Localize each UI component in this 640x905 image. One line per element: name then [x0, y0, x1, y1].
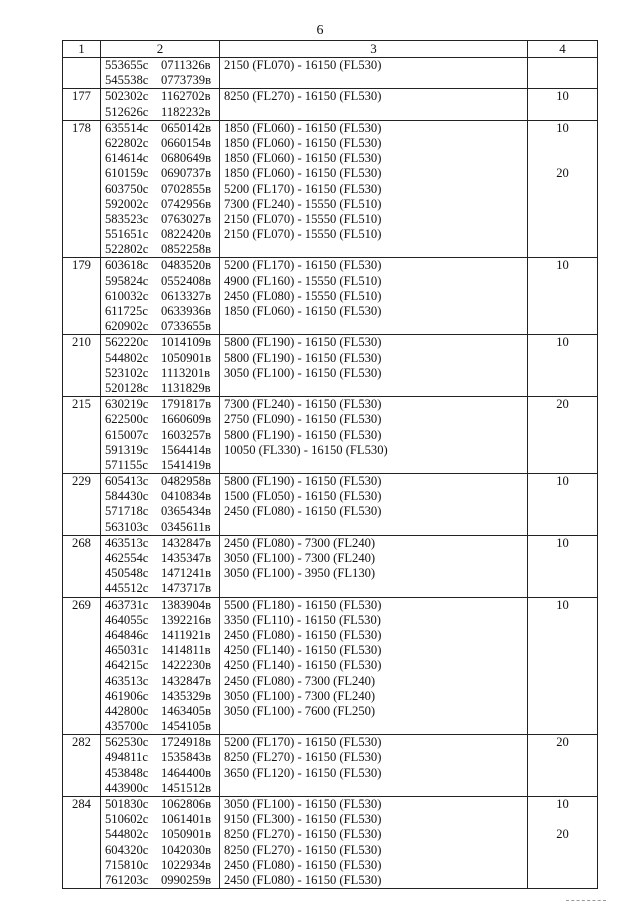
- latitude: 761203c: [105, 872, 149, 887]
- row-number-cell: [63, 58, 101, 89]
- coordinate-line: [101, 73, 219, 88]
- longitude: 1473717в: [161, 581, 212, 596]
- coordinate-line: [101, 212, 219, 227]
- longitude: 1454105в: [161, 719, 212, 734]
- table-row: [63, 474, 598, 536]
- row-number-cell: [63, 535, 101, 597]
- altitude-range: 3350 (FL110) - 16150 (FL530): [224, 612, 381, 627]
- longitude: 1162702в: [161, 89, 211, 104]
- coordinate-line: [101, 628, 219, 643]
- coordinate-line: [101, 166, 219, 181]
- longitude: 0822420в: [161, 227, 212, 242]
- value: [528, 73, 597, 88]
- coordinate-line: [101, 843, 219, 858]
- latitude: 501830c: [105, 797, 149, 811]
- longitude: 0345611в: [161, 519, 211, 534]
- row-number: [63, 58, 100, 73]
- coordinate-line: [101, 458, 219, 473]
- altitude-range: 2450 (FL080) - 15550 (FL510): [224, 288, 382, 303]
- row-number-cell: [63, 120, 101, 258]
- altitude-range: 2150 (FL070) - 16150 (FL530): [224, 58, 382, 72]
- value-cell: [528, 474, 598, 536]
- row-number: 229: [72, 474, 91, 489]
- coordinate-line: [101, 689, 219, 704]
- altitude-range: 5800 (FL190) - 16150 (FL530): [224, 474, 382, 489]
- latitude: 610032c: [105, 288, 149, 303]
- value: [528, 151, 597, 166]
- coordinate-line: [101, 105, 219, 120]
- table-row: [63, 397, 598, 474]
- latitude: 545538c: [105, 73, 149, 88]
- latitude: 464846c: [105, 627, 149, 642]
- coordinates-cell: [101, 535, 220, 597]
- coordinate-line: [101, 536, 219, 551]
- coordinate-line: [101, 704, 219, 719]
- longitude: 0482958в: [161, 474, 212, 489]
- longitude: 1541419в: [161, 457, 212, 472]
- row-number: 177: [72, 89, 91, 104]
- altitude-range: 3050 (FL100) - 7300 (FL240): [224, 551, 376, 565]
- row-number: 284: [72, 797, 91, 811]
- longitude: 0365434в: [161, 504, 212, 519]
- table-row: [63, 58, 598, 89]
- altitude-range: 1850 (FL060) - 16150 (FL530): [224, 151, 382, 166]
- longitude: 1791817в: [161, 397, 212, 412]
- coordinate-line: [101, 242, 219, 257]
- coordinate-line: [101, 735, 219, 750]
- latitude: 435700c: [105, 719, 149, 734]
- latitude: 591319c: [105, 442, 149, 457]
- latitude: 620902c: [105, 319, 149, 334]
- value-cell: [528, 258, 598, 335]
- latitude: 463731c: [105, 597, 149, 612]
- latitude: 520128c: [105, 380, 149, 395]
- altitude-cell: [220, 89, 528, 120]
- longitude: 1050901в: [161, 827, 212, 842]
- row-number: 210: [72, 335, 91, 350]
- row-number-cell: [63, 735, 101, 797]
- latitude: 622802c: [105, 135, 149, 150]
- longitude: 1464400в: [161, 765, 212, 780]
- altitude-cell: [220, 58, 528, 89]
- value: 20: [556, 397, 569, 412]
- altitude-range: 1850 (FL060) - 16150 (FL530): [224, 135, 382, 150]
- latitude: 502302c: [105, 89, 149, 104]
- value-cell: [528, 597, 598, 735]
- coordinate-line: [101, 551, 219, 566]
- coordinates-cell: [101, 89, 220, 120]
- altitude-range: 8250 (FL270) - 16150 (FL530): [224, 750, 382, 765]
- latitude: 464215c: [105, 658, 149, 673]
- coordinate-line: [101, 412, 219, 427]
- table-row: [63, 89, 598, 120]
- coordinate-line: [101, 613, 219, 628]
- altitude-range: 3050 (FL100) - 7600 (FL250): [224, 703, 376, 718]
- altitude-range: 10050 (FL330) - 16150 (FL530): [224, 442, 388, 457]
- altitude-range: 4900 (FL160) - 15550 (FL510): [224, 273, 382, 288]
- altitude-range: 3050 (FL100) - 16150 (FL530): [224, 365, 382, 380]
- altitude-range: 8250 (FL270) - 16150 (FL530): [224, 89, 382, 104]
- longitude: 0763027в: [161, 211, 212, 226]
- row-number-cell: [63, 89, 101, 120]
- latitude: 562220c: [105, 335, 149, 350]
- coordinates-cell: [101, 735, 220, 797]
- value: [528, 58, 597, 73]
- longitude: 1383904в: [161, 597, 212, 612]
- latitude: 611725c: [105, 304, 148, 318]
- longitude: 1422230в: [161, 658, 212, 673]
- coordinate-line: [101, 428, 219, 443]
- longitude: 0552408в: [161, 273, 212, 288]
- value: 20: [556, 166, 569, 181]
- value: 10: [556, 335, 569, 350]
- value: 20: [556, 735, 569, 750]
- longitude: 0660154в: [161, 135, 212, 150]
- coordinate-line: [101, 151, 219, 166]
- latitude: 592002c: [105, 196, 149, 211]
- altitude-range: 3650 (FL120) - 16150 (FL530): [224, 765, 382, 780]
- longitude: 0633936в: [161, 304, 212, 318]
- coordinates-cell: [101, 335, 220, 397]
- longitude: 1131829в: [161, 380, 211, 395]
- coordinate-line: [101, 335, 219, 350]
- coordinate-line: [101, 89, 219, 104]
- column-header-4: 4: [528, 41, 598, 58]
- longitude: 1535843в: [161, 750, 212, 765]
- row-number: 215: [72, 397, 91, 412]
- longitude: 1724918в: [161, 735, 212, 750]
- coordinate-line: [101, 381, 219, 396]
- latitude: 463513c: [105, 535, 149, 550]
- row-number-cell: [63, 335, 101, 397]
- latitude: 603618c: [105, 258, 149, 273]
- longitude: 1392216в: [161, 612, 212, 627]
- column-header-2: 2: [101, 41, 220, 58]
- altitude-cell: [220, 335, 528, 397]
- longitude: 0483520в: [161, 258, 212, 273]
- coordinate-line: [101, 197, 219, 212]
- altitude-range: 5200 (FL170) - 16150 (FL530): [224, 735, 382, 750]
- coordinate-line: [101, 289, 219, 304]
- altitude-range: 5200 (FL170) - 16150 (FL530): [224, 258, 382, 273]
- longitude: 1182232в: [161, 104, 211, 119]
- latitude: 563103c: [105, 519, 149, 534]
- altitude-cell: [220, 258, 528, 335]
- altitude-range: 5800 (FL190) - 16150 (FL530): [224, 350, 382, 365]
- coordinate-line: [101, 304, 219, 319]
- scan-edge-mark: [566, 900, 606, 901]
- coordinate-line: [101, 182, 219, 197]
- value-cell: [528, 89, 598, 120]
- longitude: 1660609в: [161, 412, 212, 427]
- value-cell: [528, 797, 598, 889]
- altitude-range: 2150 (FL070) - 15550 (FL510): [224, 227, 382, 242]
- value-cell: [528, 735, 598, 797]
- table-header-row: [63, 41, 598, 58]
- longitude: 1061401в: [161, 812, 212, 827]
- altitude-range: 3050 (FL100) - 7300 (FL240): [224, 688, 376, 703]
- longitude: 1014109в: [161, 335, 212, 350]
- column-header-3: 3: [220, 41, 528, 58]
- latitude: 571718c: [105, 504, 149, 519]
- latitude: 630219c: [105, 397, 149, 412]
- longitude: 1432847в: [161, 673, 212, 688]
- latitude: 443900c: [105, 780, 149, 795]
- longitude: 1050901в: [161, 350, 212, 365]
- altitude-range: 2450 (FL080) - 7300 (FL240): [224, 535, 376, 550]
- table-body: [63, 58, 598, 889]
- altitude-range: 5500 (FL180) - 16150 (FL530): [224, 597, 382, 612]
- longitude: 1113201в: [161, 365, 211, 380]
- altitude-range: 2450 (FL080) - 16150 (FL530): [224, 627, 382, 642]
- coordinate-line: [101, 351, 219, 366]
- altitude-range: 7300 (FL240) - 16150 (FL530): [224, 397, 382, 412]
- row-number-cell: [63, 474, 101, 536]
- table-row: [63, 335, 598, 397]
- longitude: 0990259в: [161, 872, 212, 887]
- longitude: 1042030в: [161, 842, 212, 857]
- value-cell: [528, 335, 598, 397]
- altitude-range: 4250 (FL140) - 16150 (FL530): [224, 643, 382, 658]
- coordinates-cell: [101, 397, 220, 474]
- value: [528, 136, 597, 151]
- altitude-cell: [220, 597, 528, 735]
- row-number-cell: [63, 797, 101, 889]
- coordinate-line: [101, 227, 219, 242]
- latitude: 450548c: [105, 566, 149, 581]
- longitude: 1451512в: [161, 780, 212, 795]
- latitude: 715810c: [105, 857, 149, 872]
- longitude: 1603257в: [161, 427, 212, 442]
- row-number: 179: [72, 258, 91, 273]
- latitude: 461906c: [105, 688, 149, 703]
- altitude-range: 3050 (FL100) - 3950 (FL130): [224, 566, 376, 581]
- latitude: 544802c: [105, 350, 149, 365]
- latitude: 442800c: [105, 703, 149, 718]
- coordinates-cell: [101, 258, 220, 335]
- coordinate-line: [101, 858, 219, 873]
- latitude: 635514c: [105, 120, 149, 135]
- latitude: 610159c: [105, 166, 149, 181]
- table-row: [63, 258, 598, 335]
- longitude: 1471241в: [161, 566, 212, 581]
- longitude: 0613327в: [161, 288, 212, 303]
- table-row: [63, 597, 598, 735]
- coordinate-line: [101, 750, 219, 765]
- altitude-range: 3050 (FL100) - 16150 (FL530): [224, 797, 382, 811]
- altitude-cell: [220, 735, 528, 797]
- altitude-cell: [220, 397, 528, 474]
- row-number-cell: [63, 258, 101, 335]
- longitude: 0410834в: [161, 489, 212, 504]
- coordinate-line: [101, 766, 219, 781]
- longitude: 0773739в: [161, 73, 212, 88]
- altitude-range: 4250 (FL140) - 16150 (FL530): [224, 658, 382, 673]
- longitude: 0852258в: [161, 242, 212, 257]
- coordinate-line: [101, 520, 219, 535]
- longitude: 0680649в: [161, 151, 212, 166]
- latitude: 463513c: [105, 673, 149, 688]
- coordinates-cell: [101, 474, 220, 536]
- coordinate-line: [101, 827, 219, 842]
- longitude: 1463405в: [161, 703, 212, 718]
- altitude-cell: [220, 797, 528, 889]
- table-row: [63, 797, 598, 889]
- longitude: 0711326в: [161, 58, 211, 72]
- altitude-range: 7300 (FL240) - 15550 (FL510): [224, 196, 382, 211]
- value: 10: [556, 258, 569, 273]
- value: 10: [556, 120, 569, 135]
- altitude-range: 2450 (FL080) - 16150 (FL530): [224, 872, 382, 887]
- altitude-range: 2450 (FL080) - 16150 (FL530): [224, 857, 382, 872]
- latitude: 571155c: [105, 457, 148, 472]
- row-number: 282: [72, 735, 91, 750]
- latitude: 544802c: [105, 827, 149, 842]
- altitude-range: 5800 (FL190) - 16150 (FL530): [224, 335, 382, 350]
- airspace-table: [62, 40, 598, 889]
- altitude-range: 8250 (FL270) - 16150 (FL530): [224, 827, 382, 842]
- altitude-cell: [220, 474, 528, 536]
- altitude-range: 1850 (FL060) - 16150 (FL530): [224, 120, 382, 135]
- column-header-1: 1: [63, 41, 101, 58]
- value: [528, 812, 597, 827]
- longitude: 1435347в: [161, 551, 212, 565]
- latitude: 522802c: [105, 242, 149, 257]
- coordinate-line: [101, 274, 219, 289]
- coordinate-line: [101, 797, 219, 812]
- coordinate-line: [101, 366, 219, 381]
- latitude: 562530c: [105, 735, 149, 750]
- longitude: 0650142в: [161, 120, 212, 135]
- altitude-cell: [220, 120, 528, 258]
- coordinate-line: [101, 58, 219, 73]
- latitude: 464055c: [105, 612, 149, 627]
- coordinate-line: [101, 719, 219, 734]
- coordinate-line: [101, 319, 219, 334]
- latitude: 583523c: [105, 211, 149, 226]
- altitude-range: 1500 (FL050) - 16150 (FL530): [224, 489, 382, 504]
- row-number-cell: [63, 397, 101, 474]
- latitude: 614614c: [105, 151, 149, 166]
- value: 10: [556, 797, 569, 811]
- latitude: 603750c: [105, 181, 149, 196]
- latitude: 584430c: [105, 489, 149, 504]
- latitude: 523102c: [105, 365, 149, 380]
- coordinate-line: [101, 643, 219, 658]
- longitude: 1435329в: [161, 688, 212, 703]
- altitude-range: 2150 (FL070) - 15550 (FL510): [224, 211, 382, 226]
- value-cell: [528, 397, 598, 474]
- longitude: 1062806в: [161, 797, 212, 811]
- coordinate-line: [101, 443, 219, 458]
- altitude-range: 5200 (FL170) - 16150 (FL530): [224, 181, 382, 196]
- latitude: 615007c: [105, 427, 149, 442]
- latitude: 604320c: [105, 842, 149, 857]
- value: 10: [556, 535, 569, 550]
- row-number: 268: [72, 535, 91, 550]
- coordinate-line: [101, 136, 219, 151]
- coordinate-line: [101, 674, 219, 689]
- table-row: [63, 120, 598, 258]
- row-number-cell: [63, 597, 101, 735]
- value-cell: [528, 535, 598, 597]
- row-number: 269: [72, 597, 91, 612]
- latitude: 622500c: [105, 412, 149, 427]
- longitude: 0733655в: [161, 319, 212, 334]
- latitude: 510602c: [105, 812, 149, 827]
- value: 10: [556, 474, 569, 489]
- latitude: 494811c: [105, 750, 148, 765]
- coordinates-cell: [101, 797, 220, 889]
- latitude: 445512c: [105, 581, 149, 596]
- latitude: 553655c: [105, 58, 149, 72]
- altitude-range: 1850 (FL060) - 16150 (FL530): [224, 166, 382, 181]
- altitude-range: 9150 (FL300) - 16150 (FL530): [224, 812, 382, 827]
- longitude: 0702855в: [161, 181, 212, 196]
- coordinate-line: [101, 489, 219, 504]
- coordinate-line: [101, 258, 219, 273]
- coordinate-line: [101, 812, 219, 827]
- altitude-range: 8250 (FL270) - 16150 (FL530): [224, 842, 382, 857]
- altitude-range: 2450 (FL080) - 7300 (FL240): [224, 673, 376, 688]
- coordinate-line: [101, 873, 219, 888]
- value-cell: [528, 58, 598, 89]
- altitude-range: 2750 (FL090) - 16150 (FL530): [224, 412, 382, 427]
- latitude: 453848c: [105, 765, 149, 780]
- table-row: [63, 735, 598, 797]
- longitude: 0742956в: [161, 196, 212, 211]
- longitude: 1022934в: [161, 857, 212, 872]
- row-number: 178: [72, 120, 91, 135]
- coordinates-cell: [101, 120, 220, 258]
- latitude: 595824c: [105, 273, 149, 288]
- value: 20: [556, 827, 569, 842]
- table-row: [63, 535, 598, 597]
- longitude: 0690737в: [161, 166, 212, 181]
- longitude: 1432847в: [161, 535, 212, 550]
- latitude: 512626c: [105, 104, 149, 119]
- altitude-range: 1850 (FL060) - 16150 (FL530): [224, 304, 382, 318]
- coordinate-line: [101, 658, 219, 673]
- coordinate-line: [101, 581, 219, 596]
- longitude: 1414811в: [161, 643, 211, 658]
- coordinate-line: [101, 474, 219, 489]
- coordinate-line: [101, 781, 219, 796]
- value: 10: [556, 597, 569, 612]
- latitude: 605413c: [105, 474, 149, 489]
- altitude-range: 5800 (FL190) - 16150 (FL530): [224, 427, 382, 442]
- latitude: 462554c: [105, 551, 149, 565]
- value: 10: [556, 89, 569, 104]
- coordinate-line: [101, 598, 219, 613]
- coordinates-cell: [101, 597, 220, 735]
- longitude: 1411921в: [161, 627, 211, 642]
- coordinate-line: [101, 566, 219, 581]
- altitude-cell: [220, 535, 528, 597]
- altitude-range: 2450 (FL080) - 16150 (FL530): [224, 504, 382, 519]
- latitude: 465031c: [105, 643, 149, 658]
- coordinates-cell: [101, 58, 220, 89]
- longitude: 1564414в: [161, 442, 212, 457]
- coordinate-line: [101, 121, 219, 136]
- value-cell: [528, 120, 598, 258]
- page-number: 6: [316, 23, 324, 38]
- coordinate-line: [101, 397, 219, 412]
- coordinate-line: [101, 504, 219, 519]
- latitude: 551651c: [105, 227, 149, 242]
